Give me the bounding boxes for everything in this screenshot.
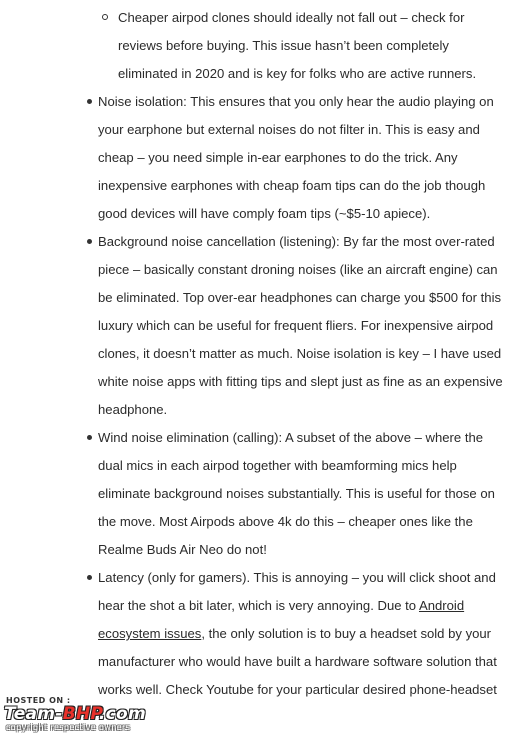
list-item-text-after-link: , the only solution is to buy a headset sold by your manufacturer who would have built a hardware software solution that works well. Check Youtube for your particular desired phone-headset [98, 626, 497, 697]
team-bhp-logo [4, 704, 146, 724]
bullet-icon [87, 575, 92, 580]
sub-list-item [118, 4, 508, 88]
list-item-text: Noise isolation: This ensures that you only hear the audio playing on your earphone but external noises do not filter in. This is easy and cheap – you need simple in-ear earphones to do the trick. Any inexpensive earphones with cheap foam tips can do the job though good devices will have comply foam tips (~$5-10 apiece). [98, 94, 494, 221]
list-item-text-before-link: Latency (only for gamers). This is annoying – you will click shoot and hear the shot a bit later, which is very annoying. Due to [98, 570, 496, 613]
bullet-icon [87, 239, 92, 244]
logo-text-right: .com [98, 704, 146, 724]
list-item-background-noise-cancellation [98, 228, 510, 424]
list-item-text: Wind noise elimination (calling): A subset of the above – where the dual mics in each airpod together with beamforming mics help eliminate background noises substantially. This is useful for those on the move. Most Airpods above 4k do this – cheaper ones like the Realme Buds Air Neo do not! [98, 430, 495, 557]
hosted-on-label: HOSTED ON : [6, 696, 71, 705]
list-item-latency [98, 564, 510, 704]
hollow-bullet-icon [102, 14, 108, 20]
list-item-text: Background noise cancellation (listening): By far the most over-rated piece – basically constant droning noises (like an aircraft engine) can be eliminated. Top over-ear headphones can charge you $500 for this luxury which can be useful for frequent fliers. For inexpensive airpod clones, it doesn’t matter as much. Noise isolation is key – I have used white noise apps with fitting tips and slept just as fine as an expensive headphone. [98, 234, 503, 417]
list-item-text: Cheaper airpod clones should ideally not fall out – check for reviews before buying. This issue hasn’t been completely eliminated in 2020 and is key for folks who are active runners. [118, 10, 477, 81]
article-content [0, 4, 520, 704]
bullet-icon [87, 99, 92, 104]
list-item-noise-isolation [98, 88, 510, 228]
copyright-notice: copyright respective owners [6, 723, 131, 732]
team-bhp-watermark [4, 696, 204, 736]
logo-text-left: Team- [4, 704, 63, 724]
android-ecosystem-link[interactable]: Android ecosystem issues [98, 598, 465, 641]
list-item-wind-noise-elimination [98, 424, 510, 564]
bullet-icon [87, 435, 92, 440]
logo-text-brand: BHP [62, 704, 99, 724]
